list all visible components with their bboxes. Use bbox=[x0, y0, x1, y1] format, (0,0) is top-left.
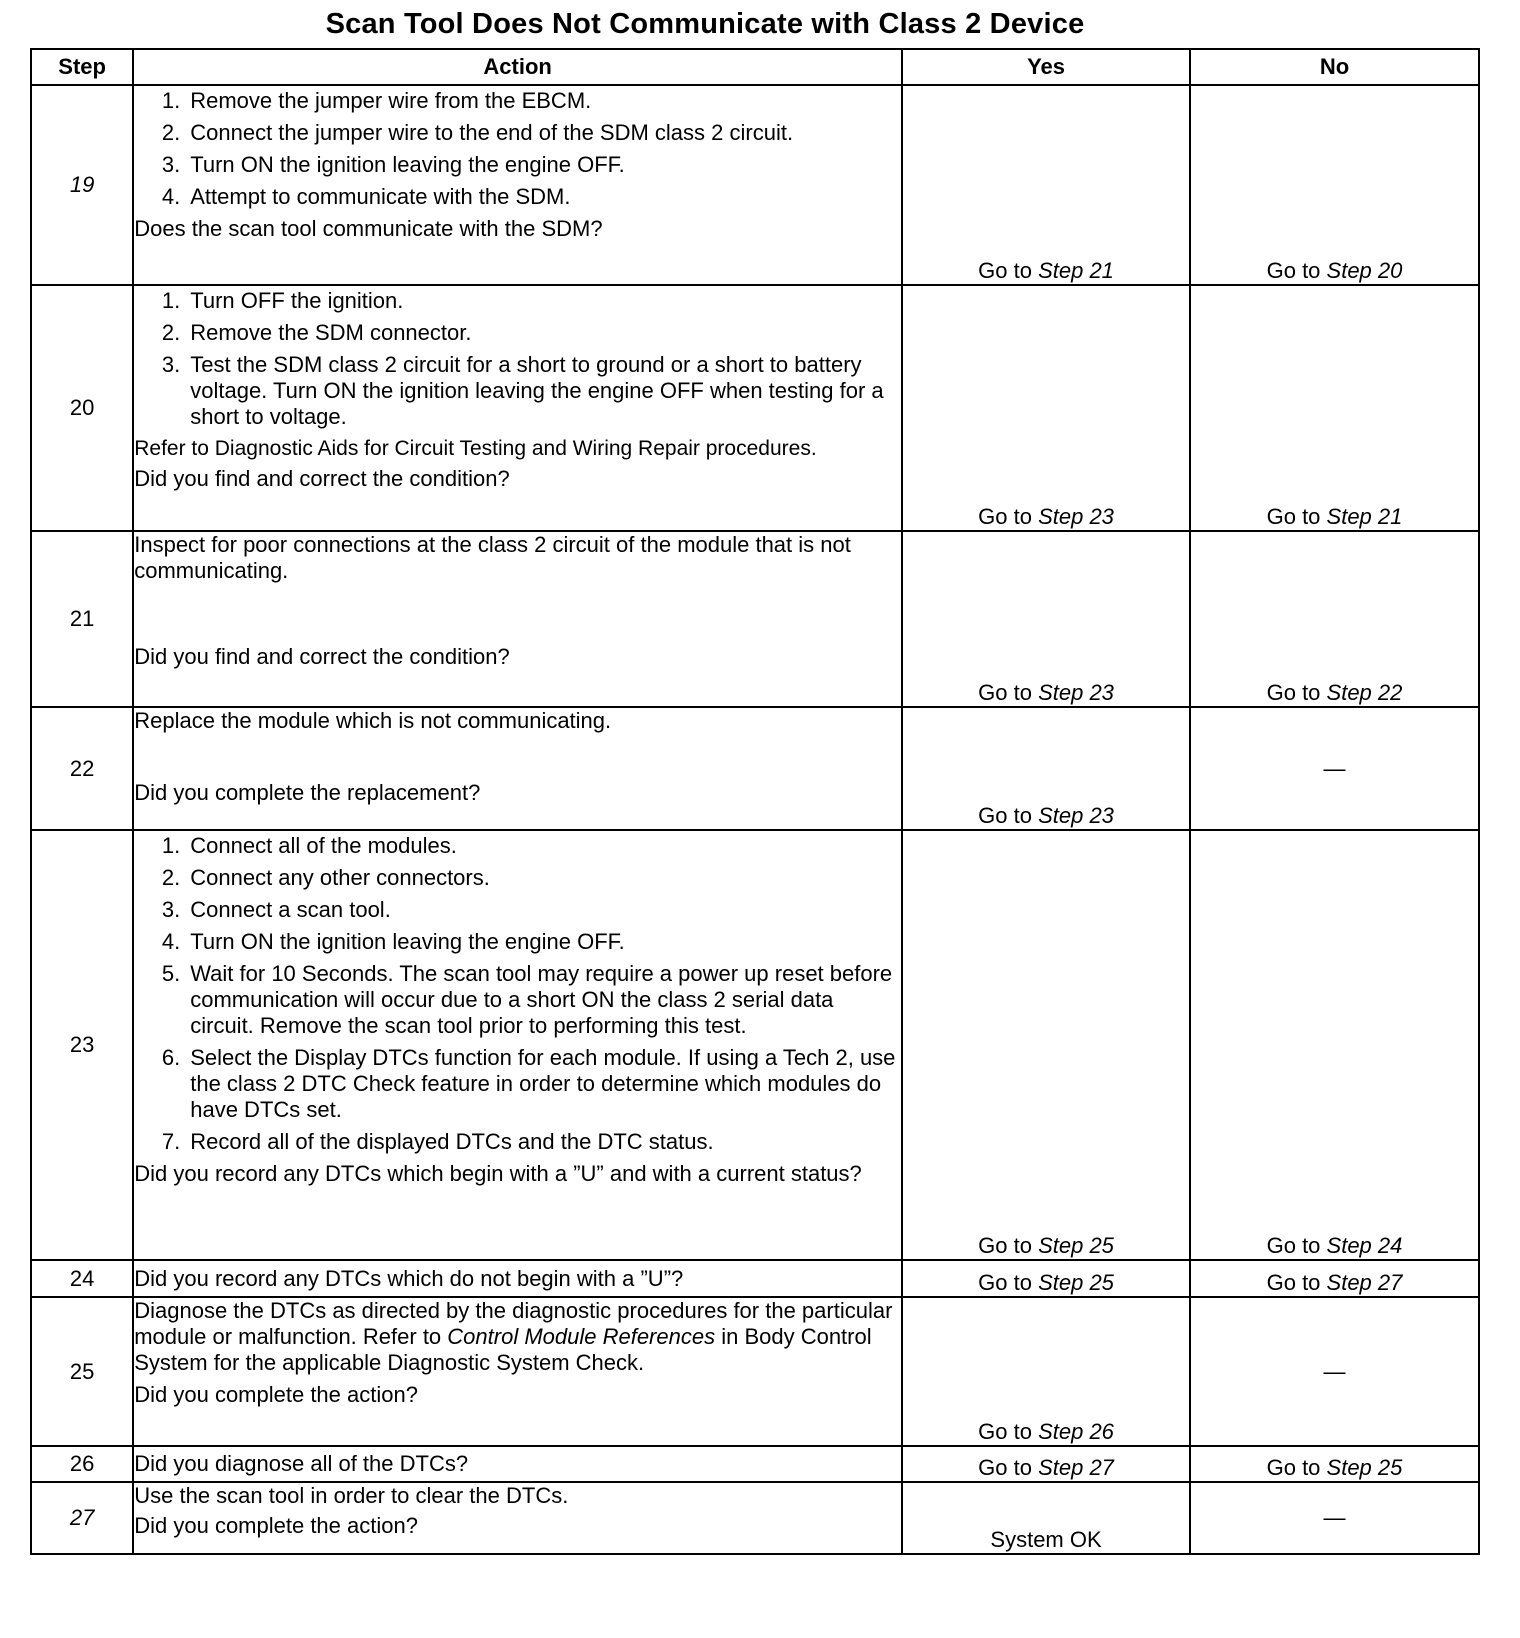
header-no: No bbox=[1190, 49, 1479, 85]
question-text: Did you find and correct the condition? bbox=[134, 466, 510, 491]
item-number: 2. bbox=[161, 120, 181, 145]
item-text: Select the Display DTCs function for each module. If using a Tech 2, use the class 2 DTC Check feature in order to determine which modules do have DTCs set. bbox=[190, 1045, 896, 1122]
goto-prefix: Go to bbox=[1266, 680, 1327, 705]
table-row bbox=[31, 1260, 1479, 1297]
item-text: Turn OFF the ignition. bbox=[190, 288, 404, 313]
list-item bbox=[134, 88, 901, 114]
action-cell bbox=[133, 707, 902, 830]
question-text: Does the scan tool communicate with the SDM? bbox=[134, 216, 603, 241]
goto-prefix: Go to bbox=[978, 680, 1039, 705]
list-item bbox=[134, 184, 901, 210]
action-cell bbox=[133, 285, 902, 531]
header-row bbox=[31, 49, 1479, 85]
step-number: 24 bbox=[31, 1260, 133, 1297]
list-item bbox=[134, 120, 901, 146]
yes-cell bbox=[902, 707, 1190, 830]
list-item bbox=[134, 833, 901, 859]
header-yes: Yes bbox=[902, 49, 1190, 85]
item-text: Record all of the displayed DTCs and the DTC status. bbox=[190, 1129, 714, 1154]
item-number: 3. bbox=[161, 352, 181, 377]
goto-step: Step 27 bbox=[1038, 1455, 1114, 1480]
goto-prefix: Go to bbox=[1266, 1233, 1327, 1258]
no-cell bbox=[1190, 830, 1479, 1260]
goto-step: Step 25 bbox=[1038, 1233, 1114, 1258]
list-item bbox=[134, 897, 901, 923]
goto-prefix: Go to bbox=[1266, 504, 1327, 529]
goto-prefix: Go to bbox=[978, 258, 1039, 283]
action-cell bbox=[133, 830, 902, 1260]
goto-step: Step 23 bbox=[1038, 803, 1114, 828]
item-number: 3. bbox=[161, 897, 181, 922]
step-number: 25 bbox=[31, 1297, 133, 1446]
yes-cell bbox=[902, 1260, 1190, 1297]
step-number: 21 bbox=[31, 531, 133, 707]
item-text: Turn ON the ignition leaving the engine OFF. bbox=[190, 929, 625, 954]
header-action: Action bbox=[133, 49, 902, 85]
item-number: 2. bbox=[161, 865, 181, 890]
table-row bbox=[31, 285, 1479, 531]
item-number: 2. bbox=[161, 320, 181, 345]
goto-step: Step 25 bbox=[1038, 1270, 1114, 1295]
item-number: 1. bbox=[161, 88, 181, 113]
question-text: Did you record any DTCs which do not begin with a ”U”? bbox=[134, 1265, 684, 1291]
header-step: Step bbox=[31, 49, 133, 85]
no-cell: — bbox=[1190, 707, 1479, 830]
goto-prefix: Go to bbox=[978, 1233, 1039, 1258]
list-item bbox=[134, 1045, 901, 1123]
action-list bbox=[134, 833, 901, 1155]
step-number: 19 bbox=[31, 85, 133, 285]
item-number: 5. bbox=[161, 961, 181, 986]
goto-prefix: Go to bbox=[1266, 1455, 1327, 1480]
goto-step: Step 27 bbox=[1326, 1270, 1403, 1295]
question-text: Did you complete the replacement? bbox=[134, 780, 481, 805]
goto-prefix: Go to bbox=[978, 1419, 1039, 1444]
list-item bbox=[134, 352, 901, 430]
item-number: 1. bbox=[161, 288, 181, 313]
goto-step: Step 24 bbox=[1326, 1233, 1403, 1258]
reference-link-text: Control Module References bbox=[447, 1324, 716, 1349]
table-row bbox=[31, 1482, 1479, 1554]
item-text: Turn ON the ignition leaving the engine OFF. bbox=[190, 152, 625, 177]
list-item bbox=[134, 288, 901, 314]
action-cell bbox=[133, 531, 902, 707]
yes-cell bbox=[902, 830, 1190, 1260]
table-row bbox=[31, 1446, 1479, 1482]
item-text: Connect a scan tool. bbox=[190, 897, 391, 922]
no-cell bbox=[1190, 285, 1479, 531]
goto-prefix: Go to bbox=[1266, 1270, 1327, 1295]
item-number: 4. bbox=[161, 929, 181, 954]
action-cell bbox=[133, 1260, 902, 1297]
yes-cell bbox=[902, 531, 1190, 707]
goto-prefix: Go to bbox=[978, 1455, 1039, 1480]
item-text: Remove the SDM connector. bbox=[190, 320, 472, 345]
action-cell bbox=[133, 1446, 902, 1482]
step-number: 27 bbox=[31, 1482, 133, 1554]
goto-step: Step 22 bbox=[1326, 680, 1403, 705]
table-row bbox=[31, 830, 1479, 1260]
list-item bbox=[134, 865, 901, 891]
goto-prefix: Go to bbox=[978, 803, 1039, 828]
action-text bbox=[134, 1298, 901, 1376]
yes-cell: System OK bbox=[902, 1482, 1190, 1554]
action-text-part: in Body Control System for the applicable Diagnostic System Check. bbox=[134, 1324, 872, 1375]
action-cell bbox=[133, 1482, 902, 1554]
no-cell bbox=[1190, 1446, 1479, 1482]
goto-step: Step 23 bbox=[1038, 680, 1114, 705]
page-title: Scan Tool Does Not Communicate with Class 2 Device bbox=[325, 8, 1085, 40]
action-list bbox=[134, 288, 901, 430]
action-text: Inspect for poor connections at the class 2 circuit of the module that is not communicating. bbox=[134, 532, 851, 583]
no-cell bbox=[1190, 1260, 1479, 1297]
item-text: Remove the jumper wire from the EBCM. bbox=[190, 88, 592, 113]
diagnostic-table bbox=[30, 48, 1480, 1555]
item-number: 4. bbox=[161, 184, 181, 209]
step-number: 23 bbox=[31, 830, 133, 1260]
yes-cell bbox=[902, 85, 1190, 285]
list-item bbox=[134, 152, 901, 178]
item-text: Connect the jumper wire to the end of the SDM class 2 circuit. bbox=[190, 120, 794, 145]
question-text: Did you diagnose all of the DTCs? bbox=[134, 1451, 469, 1476]
yes-cell bbox=[902, 1446, 1190, 1482]
table-row bbox=[31, 1297, 1479, 1446]
item-number: 7. bbox=[161, 1129, 181, 1154]
step-number: 22 bbox=[31, 707, 133, 830]
question-text: Did you complete the action? bbox=[134, 1513, 418, 1538]
item-text: Connect any other connectors. bbox=[190, 865, 490, 890]
goto-step: Step 23 bbox=[1038, 504, 1114, 529]
action-cell bbox=[133, 1297, 902, 1446]
action-text: Use the scan tool in order to clear the DTCs. bbox=[134, 1483, 569, 1508]
yes-cell bbox=[902, 285, 1190, 531]
action-text-part: Diagnose the DTCs as directed by the diagnostic procedures for the particular module or malfunction. Refer to bbox=[134, 1298, 893, 1349]
step-number: 26 bbox=[31, 1446, 133, 1482]
goto-step: Step 21 bbox=[1326, 504, 1403, 529]
goto-prefix: Go to bbox=[978, 1270, 1039, 1295]
item-text: Wait for 10 Seconds. The scan tool may require a power up reset before communication will occur due to a short ON the class 2 serial data circuit. Remove the scan tool prior to performing this test. bbox=[190, 961, 893, 1038]
question-text: Did you complete the action? bbox=[134, 1382, 418, 1407]
item-text: Attempt to communicate with the SDM. bbox=[190, 184, 571, 209]
goto-step: Step 21 bbox=[1038, 258, 1114, 283]
item-number: 3. bbox=[161, 152, 181, 177]
action-cell bbox=[133, 85, 902, 285]
step-number: 20 bbox=[31, 285, 133, 531]
goto-prefix: Go to bbox=[978, 504, 1039, 529]
item-number: 1. bbox=[161, 833, 181, 858]
question-text: Did you record any DTCs which begin with a ”U” and with a current status? bbox=[134, 1161, 862, 1186]
list-item bbox=[134, 929, 901, 955]
action-list bbox=[134, 88, 901, 210]
goto-prefix: Go to bbox=[1266, 258, 1327, 283]
no-cell: — bbox=[1190, 1482, 1479, 1554]
goto-step: Step 25 bbox=[1326, 1455, 1403, 1480]
yes-cell bbox=[902, 1297, 1190, 1446]
list-item bbox=[134, 320, 901, 346]
goto-step: Step 26 bbox=[1038, 1419, 1114, 1444]
note-text: Refer to Diagnostic Aids for Circuit Testing and Wiring Repair procedures. bbox=[134, 437, 817, 460]
item-number: 6. bbox=[161, 1045, 181, 1070]
no-cell bbox=[1190, 85, 1479, 285]
item-text: Test the SDM class 2 circuit for a short to ground or a short to battery voltage. Turn ON the ignition leaving the engine OFF when testing for a short to voltage. bbox=[190, 352, 884, 429]
table-row bbox=[31, 707, 1479, 830]
question-text: Did you find and correct the condition? bbox=[134, 644, 510, 669]
no-cell bbox=[1190, 531, 1479, 707]
no-cell: — bbox=[1190, 1297, 1479, 1446]
list-item bbox=[134, 961, 901, 1039]
table-row bbox=[31, 531, 1479, 707]
table-row bbox=[31, 85, 1479, 285]
action-text: Replace the module which is not communicating. bbox=[134, 708, 612, 733]
goto-step: Step 20 bbox=[1326, 258, 1403, 283]
list-item bbox=[134, 1129, 901, 1155]
item-text: Connect all of the modules. bbox=[190, 833, 457, 858]
